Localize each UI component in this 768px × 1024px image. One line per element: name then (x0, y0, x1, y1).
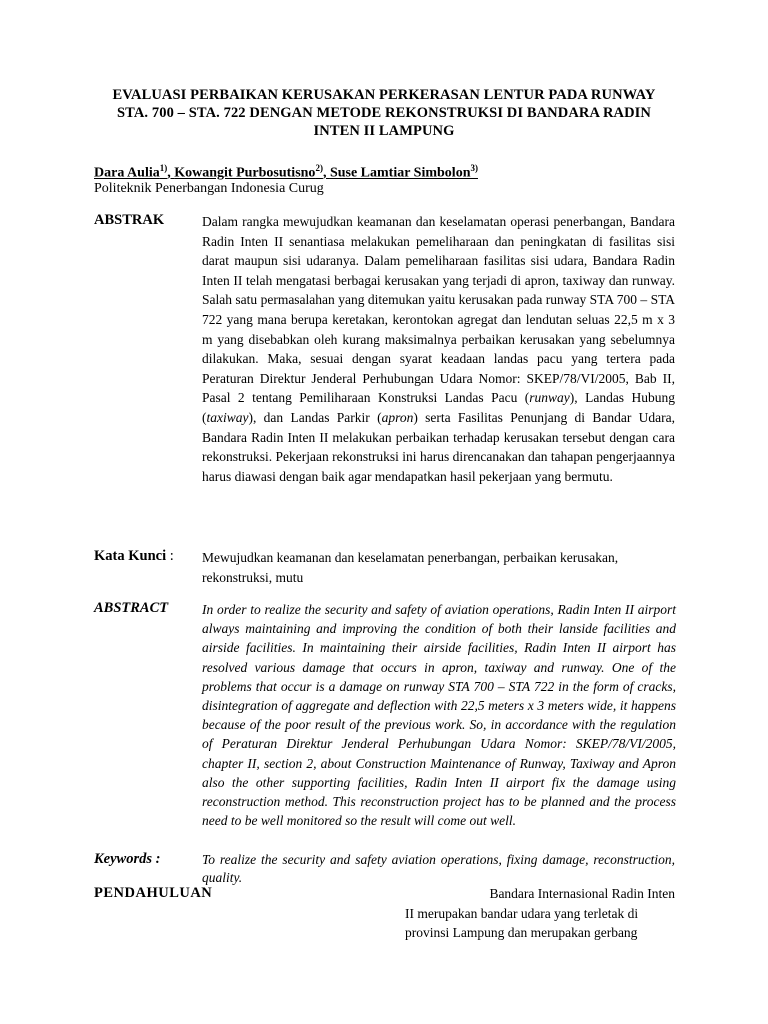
author-name: Suse Lamtiar Simbolon (329, 165, 471, 181)
pendahuluan-line-3: provinsi Lampung dan merupakan gerbang (405, 925, 638, 940)
author-mark: 1) (159, 163, 168, 173)
kata-kunci-heading (94, 548, 174, 565)
pendahuluan-line-2: II merupakan bandar udara yang terletak di (405, 905, 639, 921)
abstrak-text: Dalam rangka mewujudkan keamanan dan keselamatan operasi penerbangan, Bandara Radin Inten II senantiasa melakukan pemeliharaan dan peningkatan di fasilitas sisi darat maupun sisi udaranya. Dalam pemeliharaan fasilitas sisi udara, Bandara Radin Inten II telah mengatasi berbagai kerusakan yang terjadi di apron, taxiway dan runway. Salah satu permasalahan yang ditemukan yaitu kerusakan pada runway STA 700 – STA 722 yang mana berupa keretakan, kerontokan agregat dan lendutan seluas 22,5 m x 3 m yang disebabkan oleh kurang maksimalnya perbaikan kerusakan yang sebelumnya dilakukan. Maka, sesuai dengan syarat keadaan landas pacu yang tertera pada Peraturan Direktur Jenderal Perhubungan Udara Nomor: SKEP/78/VI/2005, Bab II, Pasal 2 tentang Pemiliharaan Konstruksi Landas Pacu ( (202, 214, 675, 406)
kata-kunci-label: Kata Kunci (94, 548, 167, 564)
abstrak-text: ), dan Landas Parkir ( (248, 409, 382, 425)
abstrak-term: apron (381, 409, 414, 425)
abstrak-heading: ABSTRAK (94, 212, 165, 228)
author-separator: , (322, 165, 330, 181)
keywords-heading: Keywords : (94, 851, 161, 867)
abstrak-text: ) serta Fasilitas Penunjang di Bandar Udara, Bandara Radin Inten II melakukan perbaikan terhadap kerusakan tersebut dengan cara rekonstruksi. Pekerjaan rekonstruksi ini harus direncanakan dan tahapan pengerjaannya harus diawasi dengan baik agar mendapatkan hasil pekerjaan yang bermutu. (202, 409, 675, 484)
abstrak-body (202, 212, 675, 486)
author-name: Dara Aulia (94, 165, 160, 181)
kata-kunci-colon: : (166, 548, 174, 564)
author-separator: , (167, 165, 175, 181)
affiliation: Politeknik Penerbangan Indonesia Curug (94, 181, 324, 196)
paper-title (80, 86, 688, 140)
abstrak-text: ), Landas Hubung ( (202, 390, 675, 425)
pendahuluan-heading: PENDAHULUAN (94, 885, 213, 901)
title-line-3: INTEN II LAMPUNG (313, 123, 455, 139)
author-mark: 2) (315, 163, 323, 173)
abstract-heading: ABSTRACT (94, 600, 169, 616)
abstrak-term: runway (529, 390, 570, 406)
title-line-2: STA. 700 – STA. 722 DENGAN METODE REKONSTRUKSI DI BANDARA RADIN (116, 105, 651, 121)
pendahuluan-body (405, 884, 675, 943)
pendahuluan-line-1: Bandara Internasional Radin Inten (489, 886, 675, 901)
kata-kunci-text: Mewujudkan keamanan dan keselamatan penerbangan, perbaikan kerusakan, rekonstruksi, mutu (202, 550, 619, 585)
abstrak-term: taxiway (206, 409, 249, 425)
title-line-1: EVALUASI PERBAIKAN KERUSAKAN PERKERASAN LENTUR PADA RUNWAY (112, 87, 656, 103)
author-mark: 3) (470, 163, 478, 173)
abstract-body: In order to realize the security and safety of aviation operations, Radin Inten II airport always maintaining and improving the condition of both their lanside facilities and airside facilities. In maintaining their airside facilities, Radin Inten II airport has resolved various damage that occurs in apron, taxiway and runway. One of the problems that occur is a damage on runway STA 700 – STA 722 in the form of cracks, disintegration of aggregate and deflection with 22,5 meters x 3 meters wide, it happens because of the poor result of the previous work. So, in accordance with the regulation of Peraturan Direktur Jenderal Perhubungan Udara Nomor: SKEP/78/VI/2005, chapter II, section 2, about Construction Maintenance of Runway, Taxiway and Apron also the other supporting facilities, Radin Inten II airport fix the damage using reconstruction method. This reconstruction project has to be planned and the process need to be well monitored so the result will come out well. (202, 602, 676, 829)
keywords-text: To realize the security and safety aviation operations, fixing damage, reconstruction, quality. (202, 852, 675, 885)
author-name: Kowangit Purbosutisno (174, 165, 316, 181)
author-list (94, 163, 478, 182)
